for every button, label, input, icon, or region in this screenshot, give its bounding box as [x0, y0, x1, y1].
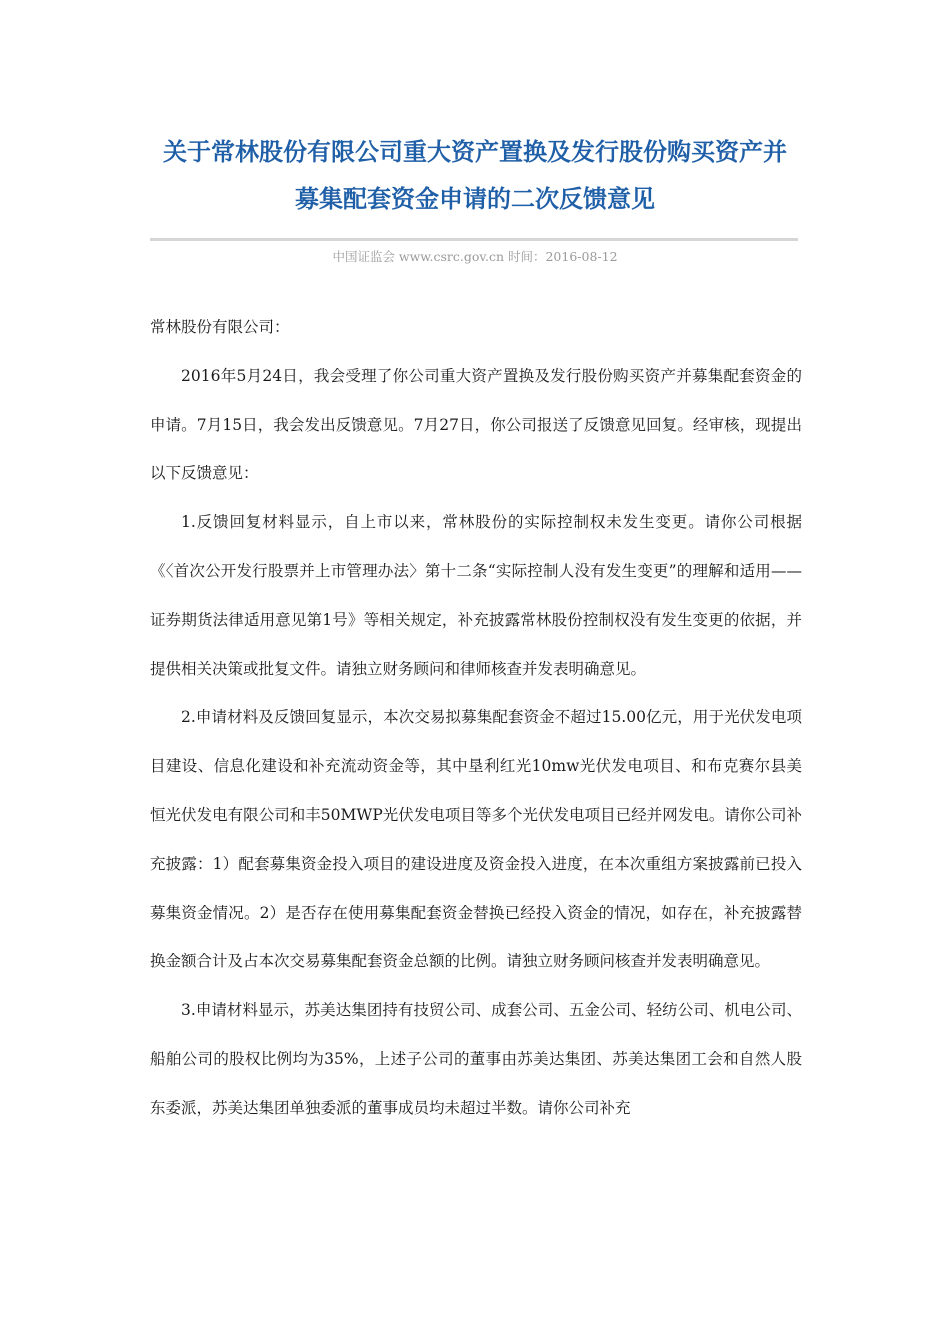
title-divider	[150, 238, 798, 241]
paragraph-item-3: 3.申请材料显示，苏美达集团持有技贸公司、成套公司、五金公司、轻纺公司、机电公司、船舶公司的股权比例均为35%，上述子公司的董事由苏美达集团、苏美达集团工会和自然人股东委派，苏美达集团单独委派的董事成员均未超过半数。请你公司补充	[150, 1001, 802, 1117]
source-date-line: 中国证监会 www.csrc.gov.cn 时间：2016-08-12	[332, 249, 618, 264]
paragraph-item-1: 1.反馈回复材料显示，自上市以来，常林股份的实际控制权未发生变更。请你公司根据《〈首次公开发行股票并上市管理办法〉第十二条“实际控制人没有发生变更”的理解和适用——证券期货法律适用意见第1号》等相关规定，补充披露常林股份控制权没有发生变更的依据，并提供相关决策或批复文件。请独立财务顾问和律师核查并发表明确意见。	[150, 513, 802, 678]
document-title-line-1: 关于常林股份有限公司重大资产置换及发行股份购买资产并	[163, 138, 787, 166]
document-title-line-2: 募集配套资金申请的二次反馈意见	[295, 185, 655, 213]
salutation: 常林股份有限公司：	[150, 318, 290, 336]
paragraph-intro: 2016年5月24日，我会受理了你公司重大资产置换及发行股份购买资产并募集配套资金的申请。7月15日，我会发出反馈意见。7月27日，你公司报送了反馈意见回复。经审核，现提出以下反馈意见：	[150, 366, 802, 483]
document-body	[150, 303, 802, 1133]
paragraph-item-2: 2.申请材料及反馈回复显示，本次交易拟募集配套资金不超过15.00亿元，用于光伏发电项目建设、信息化建设和补充流动资金等，其中垦利红光10mw光伏发电项目、和布克赛尔县美恒光伏发电有限公司和丰50MWP光伏发电项目等多个光伏发电项目已经并网发电。请你公司补充披露：1）配套募集资金投入项目的建设进度及资金投入进度，在本次重组方案披露前已投入募集资金情况。2）是否存在使用募集配套资金替换已经投入资金的情况，如存在，补充披露替换金额合计及占本次交易募集配套资金总额的比例。请独立财务顾问核查并发表明确意见。	[150, 708, 802, 971]
